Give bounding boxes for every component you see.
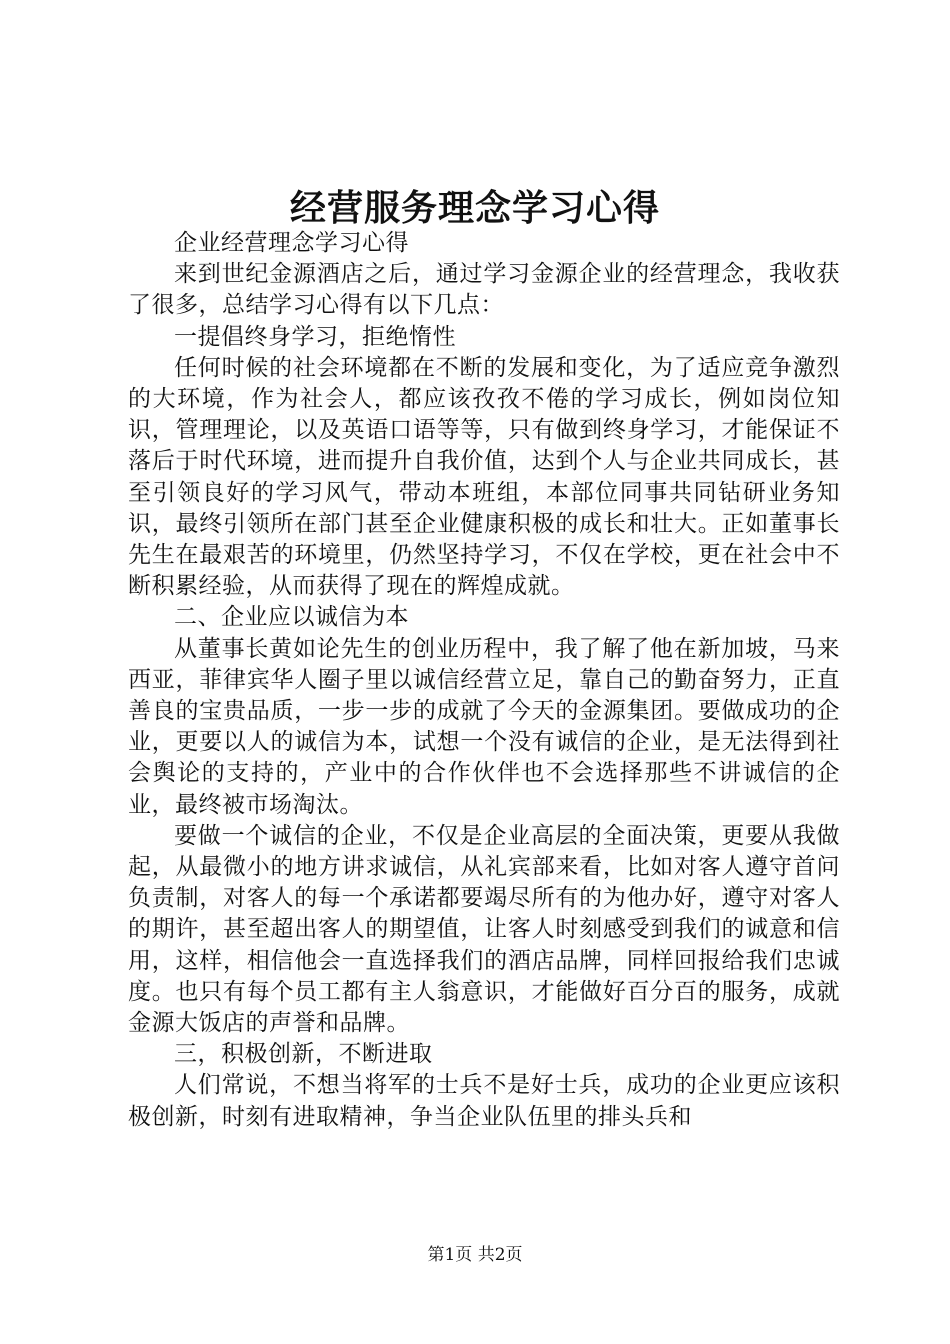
document-title: 经营服务理念学习心得 bbox=[289, 187, 660, 229]
paragraph-section-2a: 从董事长黄如论先生的创业历程中，我了解了他在新加坡，马来西亚，菲律宾华人圈子里以诚信经营立足，靠自己的勤奋努力，正直善良的宝贵品质，一步一步的成就了今天的金源集团。要做成功的企业，更要以人的诚信为本，试想一个没有诚信的企业，是无法得到社会舆论的支持的，产业中的合作伙伴也不会选择那些不讲诚信的企业，最终被市场淘汰。 bbox=[128, 635, 840, 818]
section-heading-1: 一提倡终身学习，拒绝惰性 bbox=[174, 323, 456, 350]
paragraph-section-3: 人们常说，不想当将军的士兵不是好士兵，成功的企业更应该积极创新，时刻有进取精神，争当企业队伍里的排头兵和 bbox=[128, 1072, 840, 1130]
paragraph-intro: 来到世纪金源酒店之后，通过学习金源企业的经营理念，我收获了很多，总结学习心得有以下几点： bbox=[128, 261, 840, 319]
section-heading-2: 二、企业应以诚信为本 bbox=[174, 604, 409, 631]
paragraph-subtitle: 企业经营理念学习心得 bbox=[174, 230, 409, 256]
page-footer: 第1页 共2页 bbox=[427, 1245, 523, 1265]
document-body bbox=[128, 228, 840, 1133]
paragraph-section-1: 任何时候的社会环境都在不断的发展和变化，为了适应竞争激烈的大环境，作为社会人，都应该孜孜不倦的学习成长，例如岗位知识，管理理论，以及英语口语等等，只有做到终身学习，才能保证不落后于时代环境，进而提升自我价值，达到个人与企业共同成长，甚至引领良好的学习风气，带动本班组，本部位同事共同钻研业务知识，最终引领所在部门甚至企业健康积极的成长和壮大。正如董事长先生在最艰苦的环境里，仍然坚持学习，不仅在学校，更在社会中不断积累经验，从而获得了现在的辉煌成就。 bbox=[128, 354, 840, 600]
paragraph-section-2b: 要做一个诚信的企业，不仅是企业高层的全面决策，更要从我做起，从最微小的地方讲求诚信，从礼宾部来看，比如对客人遵守首问负责制，对客人的每一个承诺都要竭尽所有的为他办好，遵守对客人的期许，甚至超出客人的期望值，让客人时刻感受到我们的诚意和信用，这样，相信他会一直选择我们的酒店品牌，同样回报给我们忠诚度。也只有每个员工都有主人翁意识，才能做好百分百的服务，成就金源大饭店的声誉和品牌。 bbox=[128, 822, 840, 1037]
section-heading-3: 三，积极创新，不断进取 bbox=[174, 1041, 433, 1068]
